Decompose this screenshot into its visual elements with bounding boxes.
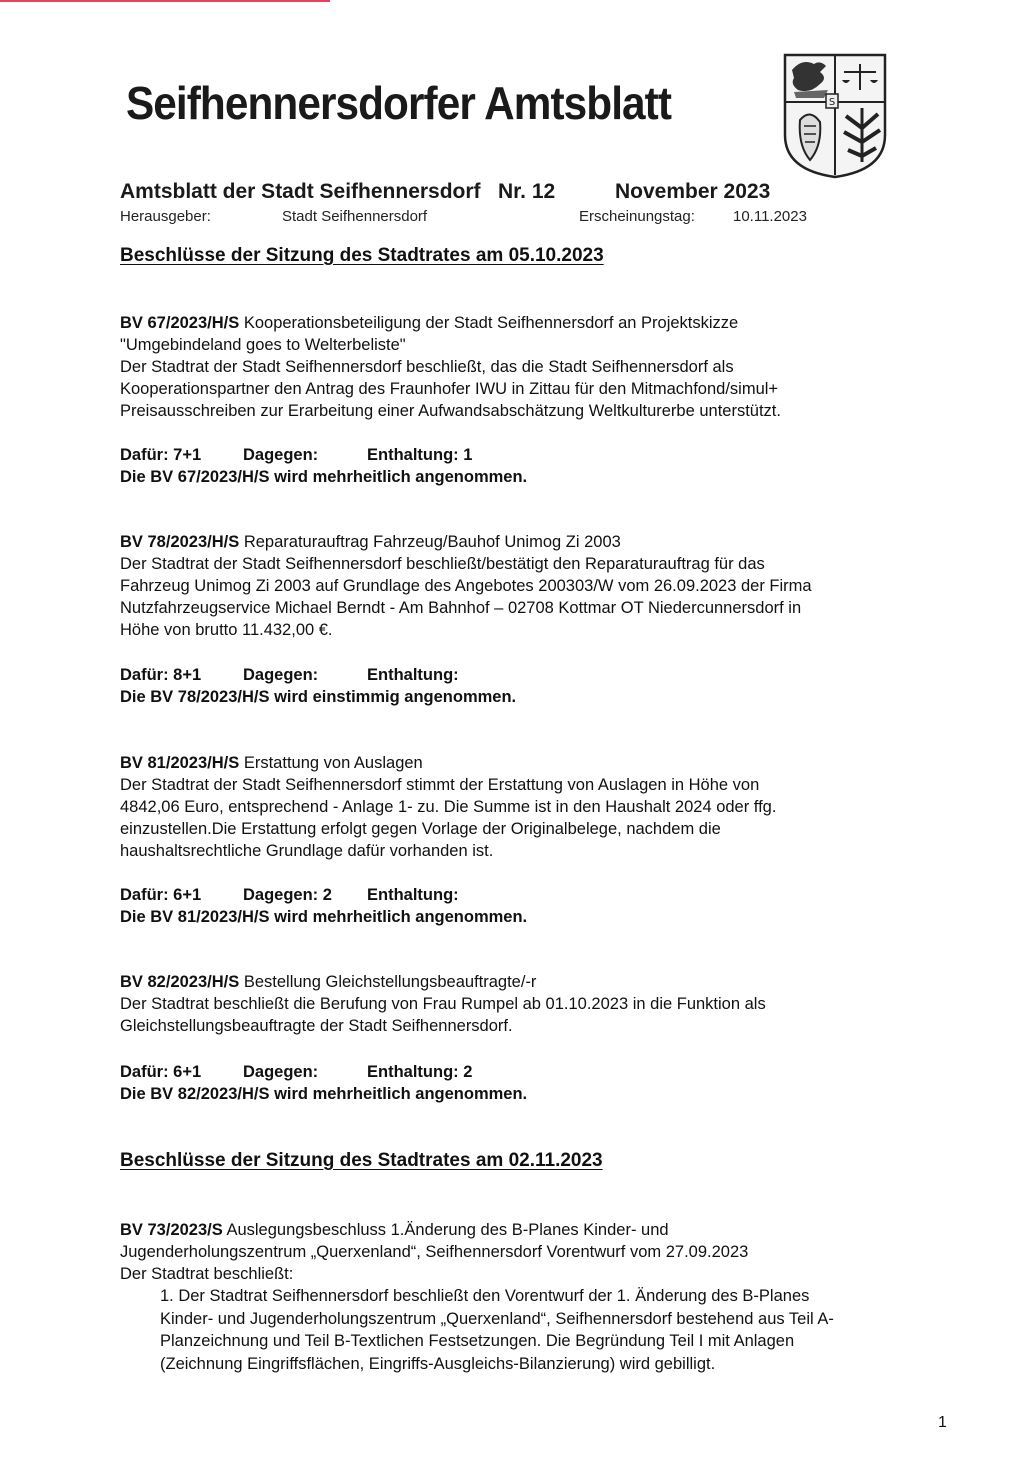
resolution-title: Jugenderholungszentrum „Querxenland“, Seifhennersdorf Vorentwurf vom 27.09.2023 bbox=[120, 1243, 749, 1261]
resolution-intro: Der Stadtrat beschließt: bbox=[120, 1265, 294, 1283]
vote-against: Dagegen: 2 bbox=[243, 886, 332, 904]
publication-date-label: Erscheinungstag: bbox=[579, 208, 695, 225]
resolution-number: BV 67/2023/H/S bbox=[120, 314, 240, 332]
vote-result bbox=[120, 884, 527, 928]
issue-number: Nr. 12 bbox=[498, 180, 556, 203]
vote-abstain: Enthaltung: bbox=[367, 886, 459, 904]
resolution-block bbox=[120, 1219, 920, 1285]
resolution-number: BV 73/2023/S bbox=[120, 1221, 223, 1239]
resolution-text: Preisausschreiben zur Erarbeitung einer Aufwandsabschätzung Weltkulturerbe unterstützt. bbox=[120, 402, 781, 420]
issue-month: November 2023 bbox=[615, 180, 771, 203]
svg-text:S: S bbox=[828, 97, 836, 108]
resolution-block bbox=[120, 971, 920, 1037]
resolution-number: BV 82/2023/H/S bbox=[120, 973, 240, 991]
vote-result bbox=[120, 1061, 527, 1105]
vote-for: Dafür: 6+1 bbox=[120, 1063, 202, 1081]
resolution-title: "Umgebindeland goes to Welterbeliste" bbox=[120, 336, 406, 354]
masthead-title: Seifhennersdorfer Amtsblatt bbox=[126, 77, 672, 129]
vote-abstain: Enthaltung: bbox=[367, 666, 459, 684]
resolution-text: Höhe von brutto 11.432,00 €. bbox=[120, 621, 333, 639]
resolution-text: Kooperationspartner den Antrag des Fraunhofer IWU in Zittau für den Mitmachfond/simul+ bbox=[120, 380, 779, 398]
resolution-title: Erstattung von Auslagen bbox=[243, 754, 423, 772]
scan-edge-line bbox=[0, 0, 330, 2]
vote-against: Dagegen: bbox=[243, 666, 319, 684]
resolution-outcome: Die BV 81/2023/H/S wird mehrheitlich angenommen. bbox=[120, 908, 528, 926]
coat-of-arms-icon bbox=[780, 50, 890, 180]
list-line: Planzeichnung und Teil B-Textlichen Festsetzungen. Die Begründung Teil I mit Anlagen bbox=[160, 1332, 795, 1350]
vote-result bbox=[120, 664, 516, 708]
resolution-outcome: Die BV 78/2023/H/S wird einstimmig angenommen. bbox=[120, 688, 517, 706]
resolution-title: Bestellung Gleichstellungsbeauftragte/-r bbox=[243, 973, 537, 991]
resolution-block bbox=[120, 752, 920, 862]
vote-for: Dafür: 8+1 bbox=[120, 666, 202, 684]
list-line: 1. Der Stadtrat Seifhennersdorf beschließt den Vorentwurf der 1. Änderung des B-Planes bbox=[160, 1287, 810, 1305]
resolution-text: Der Stadtrat der Stadt Seifhennersdorf beschließt, das die Stadt Seifhennersdorf als bbox=[120, 358, 734, 376]
vote-for: Dafür: 6+1 bbox=[120, 886, 202, 904]
resolution-block bbox=[120, 312, 920, 422]
resolution-text: Der Stadtrat der Stadt Seifhennersdorf stimmt der Erstattung von Auslagen in Höhe von bbox=[120, 776, 760, 794]
resolution-outcome: Die BV 67/2023/H/S wird mehrheitlich angenommen. bbox=[120, 468, 528, 486]
vote-abstain: Enthaltung: 1 bbox=[367, 446, 473, 464]
resolution-text: Fahrzeug Unimog Zi 2003 auf Grundlage des Angebotes 200303/W vom 26.09.2023 der Firma bbox=[120, 577, 812, 595]
vote-for: Dafür: 7+1 bbox=[120, 446, 202, 464]
resolution-text: Der Stadtrat der Stadt Seifhennersdorf beschließt/bestätigt den Reparaturauftrag für das bbox=[120, 555, 765, 573]
resolution-list-item bbox=[160, 1285, 950, 1375]
publisher-label: Herausgeber: bbox=[120, 208, 211, 225]
resolution-number: BV 78/2023/H/S bbox=[120, 533, 240, 551]
list-line: (Zeichnung Eingriffsflächen, Eingriffs-Ausgleichs-Bilanzierung) wird gebilligt. bbox=[160, 1354, 716, 1373]
vote-against: Dagegen: bbox=[243, 446, 319, 464]
vote-result bbox=[120, 444, 527, 488]
resolution-number: BV 81/2023/H/S bbox=[120, 754, 240, 772]
resolution-title: Auslegungsbeschluss 1.Änderung des B-Planes Kinder- und bbox=[226, 1221, 669, 1239]
resolution-block bbox=[120, 531, 920, 641]
resolution-title: Kooperationsbeteiligung der Stadt Seifhennersdorf an Projektskizze bbox=[243, 314, 739, 332]
resolution-outcome: Die BV 82/2023/H/S wird mehrheitlich angenommen. bbox=[120, 1085, 528, 1103]
resolution-text: Der Stadtrat beschließt die Berufung von Frau Rumpel ab 01.10.2023 in die Funktion als bbox=[120, 995, 766, 1013]
resolution-text: Gleichstellungsbeauftragte der Stadt Seifhennersdorf. bbox=[120, 1017, 513, 1035]
publication-date: 10.11.2023 bbox=[733, 208, 807, 225]
resolution-text: einzustellen.Die Erstattung erfolgt gegen Vorlage der Originalbelege, nachdem die bbox=[120, 820, 721, 838]
publication-subtitle: Amtsblatt der Stadt Seifhennersdorf bbox=[120, 180, 481, 203]
page-number: 1 bbox=[938, 1414, 947, 1431]
resolution-title: Reparaturauftrag Fahrzeug/Bauhof Unimog Zi 2003 bbox=[243, 533, 621, 551]
resolution-text: 4842,06 Euro, entsprechend - Anlage 1- zu. Die Summe ist in den Haushalt 2024 oder ffg. bbox=[120, 798, 777, 816]
list-line: Kinder- und Jugenderholungszentrum „Querxenland“, Seifhennersdorf bestehend aus Teil A- bbox=[160, 1309, 834, 1328]
resolution-text: haushaltsrechtliche Grundlage dafür vorhanden ist. bbox=[120, 842, 494, 860]
resolution-text: Nutzfahrzeugservice Michael Berndt - Am Bahnhof – 02708 Kottmar OT Niedercunnersdorf in bbox=[120, 599, 802, 617]
vote-abstain: Enthaltung: 2 bbox=[367, 1063, 473, 1081]
vote-against: Dagegen: bbox=[243, 1063, 319, 1081]
publisher-name: Stadt Seifhennersdorf bbox=[282, 208, 428, 225]
section-heading-05-10-2023: Beschlüsse der Sitzung des Stadtrates am 05.10.2023 bbox=[120, 245, 604, 266]
section-heading-02-11-2023: Beschlüsse der Sitzung des Stadtrates am 02.11.2023 bbox=[120, 1150, 603, 1171]
